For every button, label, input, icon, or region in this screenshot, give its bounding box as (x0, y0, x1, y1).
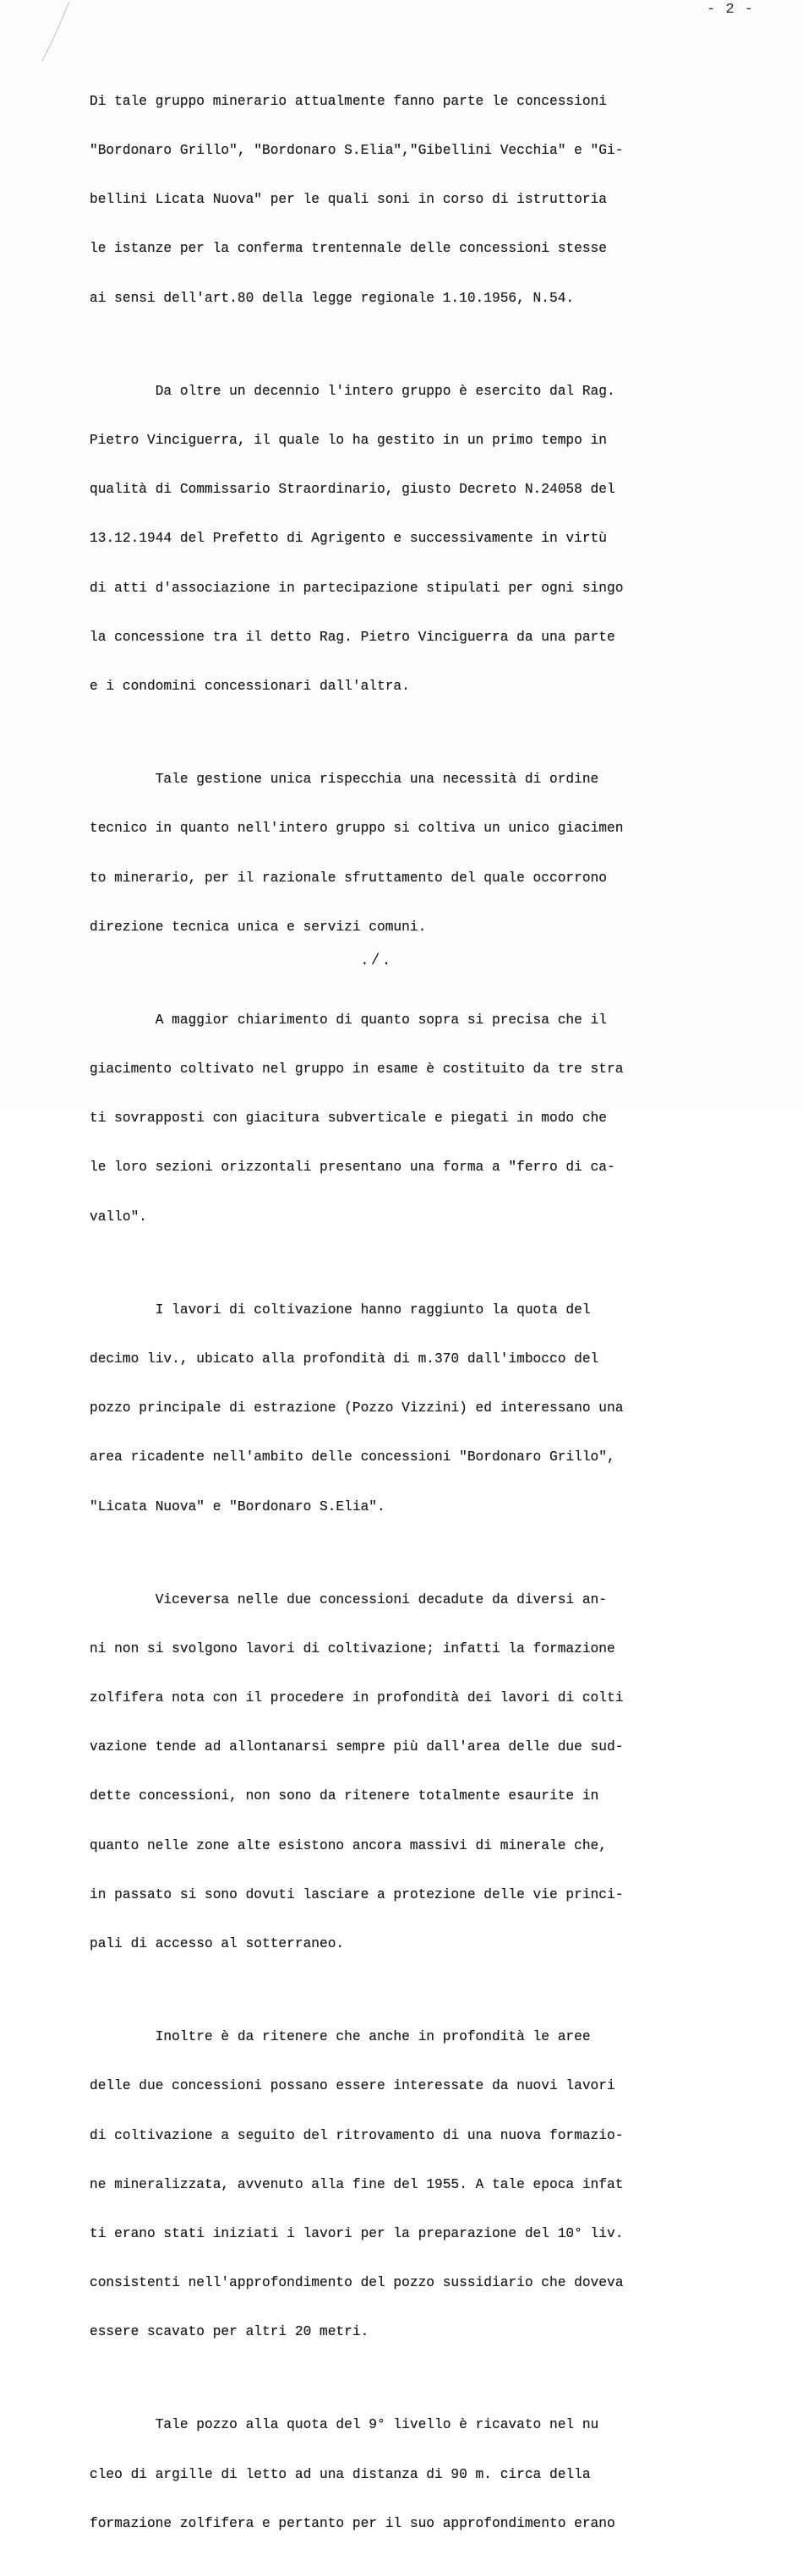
text-line: qualità di Commissario Straordinario, giusto Decreto N.24058 del (90, 482, 615, 498)
scan-artifact-mark (25, 0, 76, 68)
paragraph (90, 1559, 757, 1986)
text-line: decimo liv., ubicato alla profondità di m.370 dall'imbocco del (90, 1351, 599, 1367)
document-body (90, 61, 757, 2576)
text-line: cleo di argille di letto ad una distanza di 90 m. circa della (90, 2466, 591, 2482)
continuation-mark: ./. (360, 952, 393, 969)
text-line: to minerario, per il razionale sfruttamento del quale occorrono (90, 870, 607, 886)
text-line: Di tale gruppo minerario attualmente fanno parte le concessioni (90, 93, 607, 109)
text-line: ti erano stati iniziati i lavori per la preparazione del 10° liv. (90, 2226, 624, 2241)
text-line: I lavori di coltivazione hanno raggiunto la quota del (90, 1302, 591, 1318)
text-line: formazione zolfifera e pertanto per il suo approfondimento erano (90, 2515, 615, 2531)
text-line: Viceversa nelle due concessioni decadute da diversi an- (90, 1591, 607, 1607)
text-line: "Bordonaro Grillo", "Bordonaro S.Elia","Gibellini Vecchia" e "Gi- (90, 143, 624, 159)
text-line: Tale pozzo alla quota del 9° livello è ricavato nel nu (90, 2417, 599, 2433)
paragraph (90, 2385, 757, 2565)
text-line: area ricadente nell'ambito delle concessioni "Bordonaro Grillo", (90, 1449, 615, 1465)
text-line: pali di accesso al sotterraneo. (90, 1936, 345, 1952)
text-line: quanto nelle zone alte esistono ancora massivi di minerale che, (90, 1837, 607, 1853)
text-line: Inoltre è da ritenere che anche in profondità le aree (90, 2029, 591, 2045)
text-line: consistenti nell'approfondimento del pozzo sussidiario che doveva (90, 2275, 624, 2291)
paragraph (90, 351, 757, 728)
text-line: "Licata Nuova" e "Bordonaro S.Elia". (90, 1498, 385, 1514)
text-line: zolfifera nota con il procedere in profondità dei lavori di colti (90, 1690, 624, 1706)
paragraph (90, 1269, 757, 1548)
text-line: bellini Licata Nuova" per le quali soni in corso di istruttoria (90, 192, 607, 208)
text-line: ai sensi dell'art.80 della legge regionale 1.10.1956, N.54. (90, 290, 575, 306)
text-line: le loro sezioni orizzontali presentano una forma a "ferro di ca- (90, 1160, 615, 1176)
text-line: in passato si sono dovuti lasciare a protezione delle vie princi- (90, 1886, 624, 1902)
text-line: le istanze per la conferma trentennale delle concessioni stesse (90, 241, 607, 257)
text-line: Tale gestione unica rispecchia una necessità di ordine (90, 772, 599, 788)
text-line: la concessione tra il detto Rag. Pietro Vinciguerra da una parte (90, 629, 615, 645)
paragraph (90, 980, 757, 1258)
paragraph (90, 1996, 757, 2373)
text-line: tecnico in quanto nell'intero gruppo si coltiva un unico giacimen (90, 821, 624, 837)
text-line: ne mineralizzata, avvenuto alla fine del 1955. A tale epoca infat (90, 2176, 624, 2192)
text-line: giacimento coltivato nel gruppo in esame è costituito da tre stra (90, 1061, 624, 1077)
text-line: di coltivazione a seguito del ritrovamento di una nuova formazio- (90, 2127, 624, 2143)
text-line: Pietro Vinciguerra, il quale lo ha gestito in un primo tempo in (90, 432, 607, 448)
paragraph (90, 739, 757, 969)
text-line: essere scavato per altri 20 metri. (90, 2324, 369, 2340)
text-line: Da oltre un decennio l'intero gruppo è esercito dal Rag. (90, 383, 615, 399)
text-line: 13.12.1944 del Prefetto di Agrigento e successivamente in virtù (90, 531, 607, 547)
text-line: pozzo principale di estrazione (Pozzo Vizzini) ed interessano una (90, 1400, 624, 1416)
text-line: dette concessioni, non sono da ritenere totalmente esaurite in (90, 1788, 599, 1804)
text-line: ni non si svolgono lavori di coltivazione; infatti la formazione (90, 1640, 615, 1656)
text-line: ti sovrapposti con giacitura subverticale e piegati in modo che (90, 1111, 607, 1127)
text-line: di atti d'associazione in partecipazione stipulati per ogni singo (90, 580, 624, 596)
text-line: vazione tende ad allontanarsi sempre più dall'area delle due sud- (90, 1739, 624, 1755)
paragraph (90, 61, 757, 340)
text-line: e i condomini concessionari dall'altra. (90, 679, 410, 695)
text-line: vallo". (90, 1209, 147, 1225)
text-line: delle due concessioni possano essere interessate da nuovi lavori (90, 2078, 615, 2094)
text-line: direzione tecnica unica e servizi comuni. (90, 919, 427, 935)
page-number: - 2 - (706, 2, 754, 18)
text-line: A maggior chiarimento di quanto sopra si precisa che il (90, 1012, 607, 1028)
